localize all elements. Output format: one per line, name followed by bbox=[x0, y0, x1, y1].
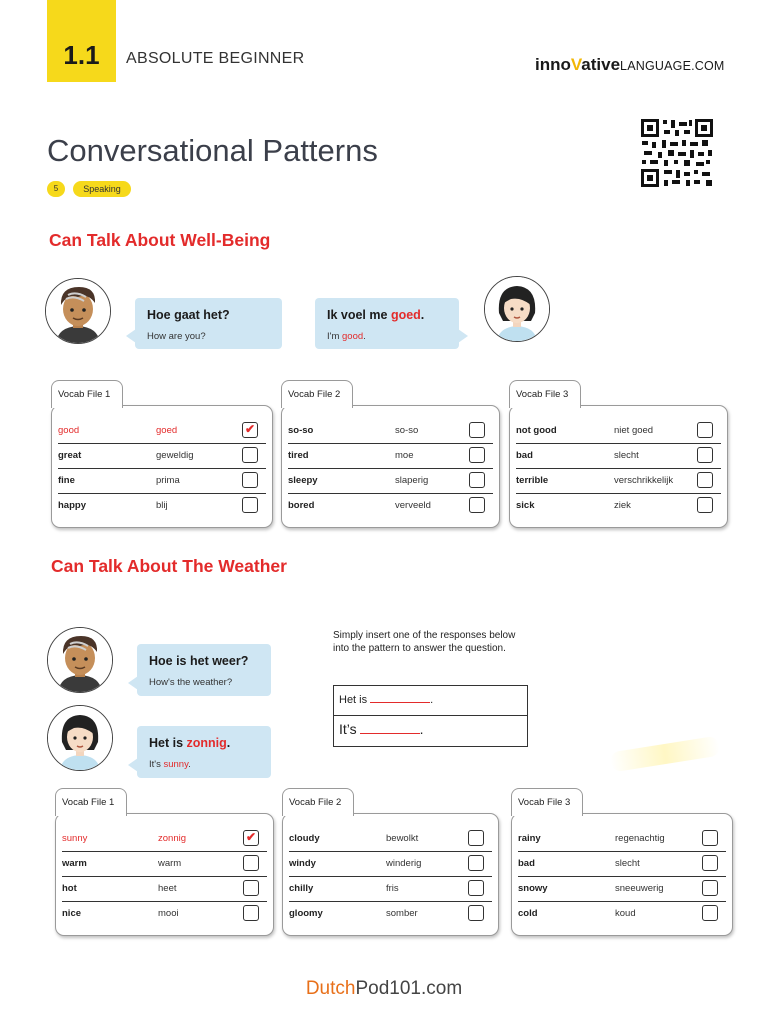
vocab-row[interactable] bbox=[58, 418, 266, 444]
vocab-english: fine bbox=[58, 475, 75, 486]
answer-text bbox=[327, 308, 424, 322]
checkbox-icon[interactable] bbox=[702, 830, 718, 846]
checkbox-icon[interactable] bbox=[702, 880, 718, 896]
checkbox-icon[interactable] bbox=[702, 855, 718, 871]
vocab-tab[interactable]: Vocab File 3 bbox=[509, 380, 581, 408]
logo-part-v: V bbox=[570, 55, 582, 74]
vocab-english: warm bbox=[62, 858, 87, 869]
logo-part-c: LANGUAGE.COM bbox=[620, 59, 725, 73]
vocab-row[interactable] bbox=[288, 493, 493, 518]
answer-prefix: Ik voel me bbox=[327, 308, 391, 322]
vocab-english: rainy bbox=[518, 833, 541, 844]
checkmark-icon[interactable]: ✔ bbox=[243, 830, 259, 846]
vocab-row[interactable] bbox=[289, 901, 492, 926]
vocab-english: good bbox=[58, 425, 80, 436]
translation-highlight: sunny bbox=[163, 759, 189, 770]
vocab-english: sunny bbox=[62, 833, 88, 844]
level-number: 1.1 bbox=[63, 40, 100, 70]
question-translation: How's the weather? bbox=[149, 677, 233, 688]
checkbox-icon[interactable] bbox=[702, 905, 718, 921]
footer-brand-link[interactable] bbox=[0, 978, 768, 1000]
vocab-row[interactable] bbox=[518, 876, 726, 902]
vocab-english: bad bbox=[516, 450, 533, 461]
vocab-tab[interactable]: Vocab File 1 bbox=[55, 788, 127, 816]
translation-highlight: good bbox=[342, 331, 364, 342]
vocab-english: sleepy bbox=[288, 475, 318, 486]
vocab-card-2 bbox=[282, 797, 499, 936]
vocab-english: great bbox=[58, 450, 82, 461]
vocab-row[interactable] bbox=[58, 468, 266, 494]
pattern-english[interactable]: It’s . bbox=[339, 721, 424, 737]
vocab-english: sick bbox=[516, 500, 535, 511]
logo-part-a: inno bbox=[535, 55, 571, 74]
question-text: Hoe gaat het? bbox=[147, 308, 230, 322]
vocab-dutch: slecht bbox=[614, 450, 639, 461]
checkbox-icon[interactable] bbox=[469, 422, 485, 438]
bubble-tail bbox=[126, 329, 136, 343]
checkbox-icon[interactable] bbox=[468, 830, 484, 846]
checkmark-icon[interactable]: ✔ bbox=[242, 422, 258, 438]
vocab-row[interactable] bbox=[58, 493, 266, 518]
answer-translation bbox=[327, 331, 366, 342]
vocab-card-1 bbox=[55, 797, 274, 936]
boy-avatar bbox=[45, 278, 111, 344]
bubble-tail bbox=[458, 329, 468, 343]
vocab-english: nice bbox=[62, 908, 82, 919]
vocab-dutch: slecht bbox=[615, 858, 640, 869]
translation-suffix: . bbox=[363, 331, 366, 342]
vocab-dutch: koud bbox=[615, 908, 636, 919]
innovative-language-logo[interactable] bbox=[535, 55, 725, 75]
checkbox-icon[interactable] bbox=[469, 472, 485, 488]
answer-prefix: Het is bbox=[149, 736, 187, 750]
highlight-glare bbox=[609, 736, 721, 773]
skill-tag: Speaking bbox=[73, 181, 131, 197]
pattern-blank[interactable] bbox=[370, 702, 430, 703]
footer-domain: Pod101.com bbox=[355, 978, 463, 999]
girl-avatar bbox=[47, 705, 113, 771]
vocab-english: cloudy bbox=[289, 833, 320, 844]
vocab-row[interactable] bbox=[288, 468, 493, 494]
bubble-tail bbox=[128, 758, 138, 772]
vocab-row[interactable] bbox=[516, 443, 721, 469]
vocab-row[interactable] bbox=[516, 418, 721, 444]
vocab-card-2 bbox=[281, 389, 500, 528]
vocab-card-3 bbox=[509, 389, 728, 528]
vocab-row[interactable] bbox=[518, 826, 726, 852]
answer-highlight: zonnig bbox=[186, 736, 227, 750]
vocab-dutch: geweldig bbox=[156, 450, 194, 461]
checkbox-icon[interactable] bbox=[697, 497, 713, 513]
vocab-english: terrible bbox=[516, 475, 549, 486]
vocab-tab[interactable]: Vocab File 2 bbox=[282, 788, 354, 816]
checkbox-icon[interactable] bbox=[469, 447, 485, 463]
vocab-row[interactable] bbox=[62, 851, 267, 877]
checkbox-icon[interactable] bbox=[697, 447, 713, 463]
vocab-english: snowy bbox=[518, 883, 548, 894]
answer-bubble-well-being bbox=[315, 298, 459, 349]
vocab-dutch: niet goed bbox=[614, 425, 654, 436]
vocab-row[interactable] bbox=[62, 876, 267, 902]
checkbox-icon[interactable] bbox=[468, 880, 484, 896]
vocab-row[interactable] bbox=[289, 876, 492, 902]
checkbox-icon[interactable] bbox=[468, 905, 484, 921]
pattern-blank[interactable] bbox=[360, 733, 420, 734]
vocab-english: happy bbox=[58, 500, 86, 511]
checkbox-icon[interactable] bbox=[243, 880, 259, 896]
question-bubble-well-being bbox=[135, 298, 282, 349]
vocab-english: cold bbox=[518, 908, 538, 919]
vocab-row[interactable] bbox=[58, 443, 266, 469]
answer-suffix: . bbox=[226, 736, 231, 750]
answer-bubble-weather bbox=[137, 726, 271, 778]
checkbox-icon[interactable] bbox=[697, 422, 713, 438]
vocab-dutch: blij bbox=[156, 500, 168, 511]
vocab-row[interactable] bbox=[516, 493, 721, 518]
vocab-row[interactable] bbox=[516, 468, 721, 494]
page-title: Conversational Patterns bbox=[47, 133, 378, 168]
vocab-english: bored bbox=[288, 500, 315, 511]
checkbox-icon[interactable] bbox=[242, 472, 258, 488]
pattern-english-text: It’s bbox=[339, 721, 357, 737]
vocab-card-1 bbox=[51, 389, 273, 528]
vocab-row[interactable] bbox=[518, 901, 726, 926]
section-title-well-being: Can Talk About Well-Being bbox=[49, 230, 271, 250]
checkbox-icon[interactable] bbox=[242, 497, 258, 513]
vocab-tab[interactable]: Vocab File 2 bbox=[281, 380, 353, 408]
vocab-row[interactable] bbox=[62, 826, 267, 852]
pattern-dutch-text: Het is bbox=[339, 694, 368, 706]
vocab-dutch: zonnig bbox=[158, 833, 186, 844]
level-badge bbox=[47, 0, 116, 82]
answer-highlight: goed bbox=[390, 308, 421, 322]
vocab-card-3 bbox=[511, 797, 733, 936]
boy-avatar bbox=[47, 627, 113, 693]
vocab-dutch: so-so bbox=[395, 425, 419, 436]
vocab-english: so-so bbox=[288, 425, 314, 436]
logo-part-b: ative bbox=[581, 55, 621, 74]
checkbox-icon[interactable] bbox=[242, 447, 258, 463]
vocab-row[interactable] bbox=[289, 851, 492, 877]
level-tag: 5 bbox=[47, 181, 65, 197]
vocab-tab[interactable]: Vocab File 1 bbox=[51, 380, 123, 408]
vocab-dutch: sneeuwerig bbox=[615, 883, 664, 894]
vocab-row[interactable] bbox=[288, 418, 493, 444]
vocab-english: not good bbox=[516, 425, 557, 436]
pattern-instructions: Simply insert one of the responses below into the pattern to answer the question. bbox=[333, 630, 516, 654]
vocab-dutch: goed bbox=[156, 425, 178, 436]
vocab-tab[interactable]: Vocab File 3 bbox=[511, 788, 583, 816]
vocab-row[interactable] bbox=[518, 851, 726, 877]
vocab-row[interactable] bbox=[289, 826, 492, 852]
checkbox-icon[interactable] bbox=[469, 497, 485, 513]
section-title-weather: Can Talk About The Weather bbox=[51, 556, 287, 576]
vocab-dutch: moe bbox=[395, 450, 414, 461]
translation-prefix: It's bbox=[149, 759, 164, 770]
vocab-dutch: ziek bbox=[614, 500, 631, 511]
vocab-row[interactable] bbox=[288, 443, 493, 469]
vocab-dutch: fris bbox=[386, 883, 399, 894]
checkbox-icon[interactable] bbox=[468, 855, 484, 871]
girl-avatar bbox=[484, 276, 550, 342]
footer-brand: Dutch bbox=[305, 978, 356, 999]
vocab-dutch: verveeld bbox=[395, 500, 431, 511]
vocab-dutch: bewolkt bbox=[386, 833, 419, 844]
question-translation: How are you? bbox=[147, 331, 206, 342]
answer-text bbox=[149, 736, 230, 750]
vocab-dutch: somber bbox=[386, 908, 418, 919]
qr-code-icon[interactable] bbox=[640, 118, 714, 188]
translation-suffix: . bbox=[188, 759, 191, 770]
question-bubble-weather bbox=[137, 644, 271, 696]
checkbox-icon[interactable] bbox=[243, 855, 259, 871]
bubble-tail bbox=[128, 676, 138, 690]
vocab-dutch: slaperig bbox=[395, 475, 429, 486]
checkbox-icon[interactable] bbox=[243, 905, 259, 921]
answer-translation bbox=[149, 759, 191, 770]
vocab-english: bad bbox=[518, 858, 535, 869]
translation-prefix: I'm bbox=[327, 331, 343, 342]
level-name: ABSOLUTE BEGINNER bbox=[126, 50, 305, 67]
vocab-row[interactable] bbox=[62, 901, 267, 926]
vocab-dutch: prima bbox=[156, 475, 180, 486]
vocab-english: windy bbox=[289, 858, 316, 869]
vocab-dutch: verschrikkelijk bbox=[614, 475, 674, 486]
pattern-dutch[interactable]: Het is . bbox=[339, 694, 434, 706]
checkbox-icon[interactable] bbox=[697, 472, 713, 488]
vocab-english: tired bbox=[288, 450, 309, 461]
vocab-dutch: heet bbox=[158, 883, 177, 894]
answer-suffix: . bbox=[420, 308, 425, 322]
vocab-english: hot bbox=[62, 883, 77, 894]
vocab-dutch: regenachtig bbox=[615, 833, 665, 844]
vocab-english: gloomy bbox=[289, 908, 323, 919]
vocab-dutch: mooi bbox=[158, 908, 179, 919]
pattern-box bbox=[333, 685, 528, 747]
question-text: Hoe is het weer? bbox=[149, 654, 249, 668]
vocab-english: chilly bbox=[289, 883, 314, 894]
vocab-dutch: winderig bbox=[386, 858, 422, 869]
vocab-dutch: warm bbox=[158, 858, 182, 869]
